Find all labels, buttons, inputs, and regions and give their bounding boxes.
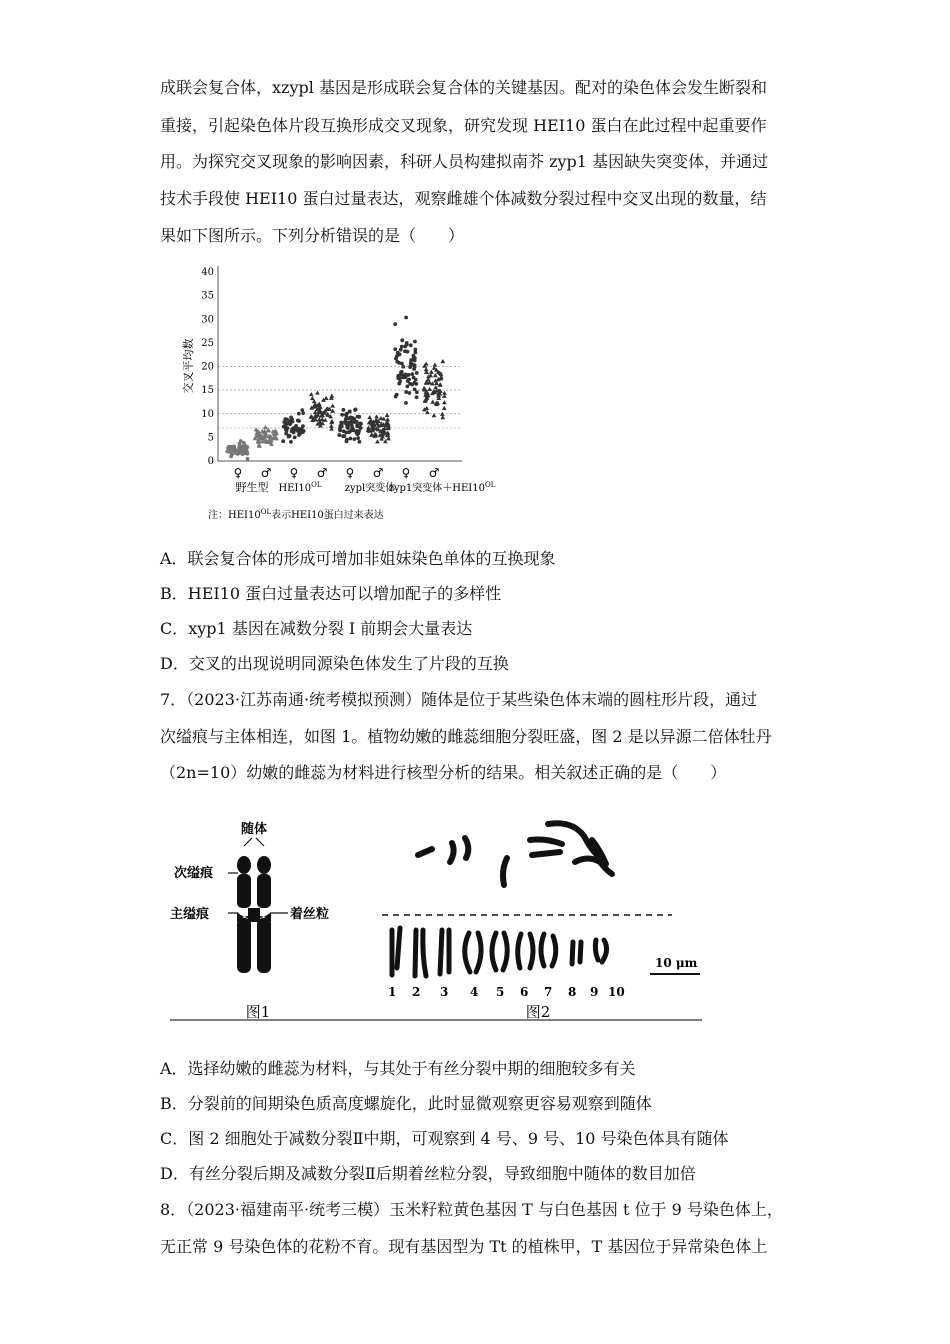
data-point: [357, 431, 361, 435]
data-point: [348, 410, 352, 414]
y-tick-label: 15: [201, 385, 214, 397]
data-point: [410, 372, 414, 376]
q6-option-c: C．xyp1 基因在减数分裂 I 前期会大量表达: [160, 619, 473, 638]
data-point: [442, 406, 447, 410]
q7-line-1: 7．（2023·江苏南通·统考模拟预测）随体是位于某些染色体末端的圆柱形片段，通过: [160, 690, 758, 709]
label-satellite: 随体: [240, 822, 268, 837]
chromosome-number: 9: [590, 985, 599, 999]
data-point: [415, 395, 419, 399]
y-tick-label: 40: [201, 267, 214, 278]
data-point: [345, 438, 349, 442]
data-point: [358, 425, 362, 429]
data-point: [244, 444, 248, 448]
data-point: [405, 343, 409, 347]
data-point: [309, 392, 314, 396]
chart-points: [225, 316, 447, 461]
data-point: [244, 448, 248, 452]
data-point: [348, 437, 352, 441]
data-point: [283, 425, 287, 429]
data-point: [400, 345, 404, 349]
label-centromere: 着丝粒: [290, 907, 330, 922]
fig1-caption: 图1: [245, 1003, 271, 1021]
chromosome-number: 1: [388, 985, 397, 999]
data-point: [342, 434, 346, 438]
group-label-wildtype: 野生型: [235, 481, 269, 494]
sex-label: ♂: [428, 466, 440, 480]
y-tick-label: 10: [201, 408, 214, 420]
chromosome-number: 3: [440, 985, 449, 999]
data-point: [340, 413, 344, 417]
data-point: [440, 412, 445, 416]
intro-line-4: 技术手段使 HEI10 蛋白过量表达，观察雌雄个体减数分裂过程中交叉出现的数量，结: [160, 189, 767, 208]
data-point: [385, 413, 390, 417]
data-point: [330, 419, 335, 423]
data-point: [342, 429, 346, 433]
data-point: [374, 414, 379, 418]
data-point: [324, 396, 329, 400]
y-tick-label: 0: [207, 456, 214, 467]
fig2-metaphase-spread: [418, 823, 612, 885]
data-point: [415, 371, 419, 375]
data-point: [394, 395, 398, 399]
data-point: [442, 391, 447, 395]
data-point: [433, 362, 438, 366]
data-point: [315, 390, 320, 394]
data-point: [359, 422, 363, 426]
data-point: [283, 417, 287, 421]
chromosome-number: 4: [470, 985, 479, 999]
fig2-karyotype-row: [392, 928, 607, 976]
crossover-scatter-chart: [180, 258, 540, 528]
data-point: [401, 365, 405, 369]
data-point: [413, 348, 417, 352]
data-point: [245, 452, 249, 456]
data-point: [367, 415, 372, 419]
sex-label: ♀: [289, 466, 299, 480]
sex-label: ♀: [345, 466, 355, 480]
data-point: [347, 417, 351, 421]
data-point: [297, 412, 301, 416]
sex-label: ♀: [233, 466, 243, 480]
data-point: [404, 316, 408, 320]
data-point: [353, 437, 357, 441]
data-point: [430, 400, 435, 404]
y-axis-label: 交叉平均数: [182, 338, 195, 394]
data-point: [398, 353, 402, 357]
data-point: [246, 457, 250, 461]
data-point: [405, 384, 409, 388]
data-point: [407, 373, 411, 377]
y-tick-label: 35: [201, 290, 214, 302]
data-point: [299, 431, 303, 435]
data-point: [273, 428, 278, 432]
data-point: [285, 429, 289, 433]
sex-label: ♀: [401, 466, 411, 480]
data-point: [354, 407, 358, 411]
data-point: [427, 387, 432, 391]
data-point: [229, 454, 233, 458]
data-point: [351, 420, 355, 424]
q7-option-a: A．选择幼嫩的雌蕊为材料，与其处于有丝分裂中期的细胞较多有关: [160, 1059, 636, 1078]
data-point: [241, 447, 245, 451]
data-point: [408, 391, 412, 395]
chart-note: 注：$HEI10^{OL}$表示HEI10蛋白过来表达: [208, 508, 384, 521]
intro-line-5: 果如下图所示。下列分析错误的是（ ）: [160, 226, 465, 245]
chromosome-number: 2: [412, 985, 421, 999]
data-point: [385, 417, 390, 421]
data-point: [301, 411, 305, 415]
data-point: [296, 419, 300, 423]
data-point: [341, 408, 345, 412]
group-label-hei10: $HEI10^{OL}$: [278, 481, 322, 494]
data-point: [442, 400, 447, 404]
data-point: [350, 423, 354, 427]
group-label-zyp1: zypl突变体: [344, 483, 396, 494]
data-point: [294, 424, 298, 428]
data-point: [412, 376, 416, 380]
data-point: [400, 370, 404, 374]
data-point: [290, 417, 294, 421]
data-point: [397, 382, 401, 386]
data-point: [263, 425, 268, 429]
data-point: [412, 367, 416, 371]
sex-label: ♂: [260, 466, 272, 480]
q7-line-2: 次缢痕与主体相连，如图 1。植物幼嫩的雌蕊细胞分裂旺盛，图 2 是以异源二倍体牡丹: [160, 727, 772, 746]
q7-option-d: D．有丝分裂后期及减数分裂Ⅱ后期着丝粒分裂，导致细胞中随体的数目加倍: [160, 1164, 696, 1183]
data-point: [404, 401, 408, 405]
q7-option-c: C．图 2 细胞处于减数分裂Ⅱ中期，可观察到 4 号、9 号、10 号染色体具有随体: [160, 1129, 729, 1148]
data-point: [400, 338, 404, 342]
karyotype-figure: [160, 800, 720, 1030]
data-point: [356, 415, 360, 419]
data-point: [438, 382, 443, 386]
data-point: [337, 433, 341, 437]
sex-label: ♂: [372, 466, 384, 480]
q6-option-b: B．HEI10 蛋白过量表达可以增加配子的多样性: [160, 584, 502, 603]
chromosome-number: 7: [544, 985, 553, 999]
data-point: [404, 390, 408, 394]
data-point: [310, 396, 315, 400]
data-point: [330, 403, 335, 407]
chromosome-number: 10: [608, 985, 625, 999]
data-point: [329, 394, 334, 398]
data-point: [351, 428, 355, 432]
intro-line-2: 重接，引起染色体片段互换形成交叉现象，研究发现 HEI10 蛋白在此过程中起重要作: [160, 116, 767, 135]
data-point: [358, 440, 362, 444]
data-point: [375, 439, 380, 443]
q6-option-d: D．交叉的出现说明同源染色体发生了片段的互换: [160, 654, 509, 673]
data-point: [440, 359, 445, 363]
sex-labels: [234, 466, 440, 480]
data-point: [291, 428, 295, 432]
data-point: [393, 322, 397, 326]
y-tick-label: 30: [201, 314, 214, 326]
q8-line-1: 8．（2023·福建南平·统考三模）玉米籽粒黄色基因 T 与白色基因 t 位于 9 号染色体上，: [160, 1200, 783, 1219]
data-point: [406, 350, 410, 354]
data-point: [287, 435, 291, 439]
chromosome-number: 8: [568, 985, 577, 999]
fig2-numbers: [388, 985, 625, 999]
data-point: [338, 424, 342, 428]
sex-label: ♂: [316, 466, 328, 480]
data-point: [227, 450, 231, 454]
data-point: [288, 422, 292, 426]
intro-line-3: 用。为探究交叉现象的影响因素，科研人员构建拟南芥 zyp1 基因缺失突变体，并通过: [160, 152, 769, 171]
data-point: [415, 390, 419, 394]
data-point: [345, 423, 349, 427]
data-point: [300, 427, 304, 431]
data-point: [236, 451, 240, 455]
q6-option-a: A．联会复合体的形成可增加非姐妹染色单体的互换现象: [160, 549, 556, 568]
label-primary-constriction: 主缢痕: [170, 907, 210, 922]
data-point: [226, 446, 230, 450]
label-secondary-constriction: 次缢痕: [174, 866, 214, 881]
data-point: [366, 425, 371, 429]
data-point: [289, 440, 293, 444]
data-point: [398, 377, 402, 381]
data-point: [293, 435, 297, 439]
q8-line-2: 无正常 9 号染色体的花粉不育。现有基因型为 Tt 的植株甲，T 基因位于异常染色体上: [160, 1237, 768, 1256]
data-point: [413, 340, 417, 344]
data-point: [393, 347, 397, 351]
fig2-caption: 图2: [525, 1003, 551, 1021]
q7-line-3: （2n=10）幼嫩的雌蕊为材料进行核型分析的结果。相关叙述正确的是（ ）: [160, 763, 727, 782]
data-point: [397, 361, 401, 365]
y-tick-label: 25: [201, 337, 214, 349]
data-point: [281, 439, 285, 443]
intro-line-1: 成联会复合体，xzypl 基因是形成联会复合体的关键基因。配对的染色体会发生断裂和: [160, 78, 767, 97]
data-point: [231, 446, 235, 450]
chromosome-number: 5: [496, 985, 505, 999]
fig1-chromosome: [237, 856, 271, 973]
data-point: [284, 421, 288, 425]
data-point: [237, 445, 241, 449]
data-point: [356, 436, 360, 440]
data-point: [433, 385, 438, 389]
y-tick-label: 20: [201, 361, 214, 373]
data-point: [409, 358, 413, 362]
data-point: [240, 450, 244, 454]
y-ticks: [201, 267, 214, 467]
scale-label: 10 μm: [655, 956, 698, 970]
data-point: [407, 378, 411, 382]
data-point: [422, 386, 427, 390]
data-point: [409, 343, 413, 347]
q7-option-b: B．分裂前的间期染色质高度螺旋化，此时显微观察更容易观察到随体: [160, 1094, 652, 1113]
data-point: [402, 374, 406, 378]
group-label-zyp1-hei10: zyp1突变体$+HEI10^{OL}$: [388, 481, 496, 494]
data-point: [424, 361, 429, 365]
y-tick-label: 5: [207, 432, 214, 444]
data-point: [410, 383, 414, 387]
chromosome-number: 6: [520, 985, 529, 999]
data-point: [429, 370, 434, 374]
